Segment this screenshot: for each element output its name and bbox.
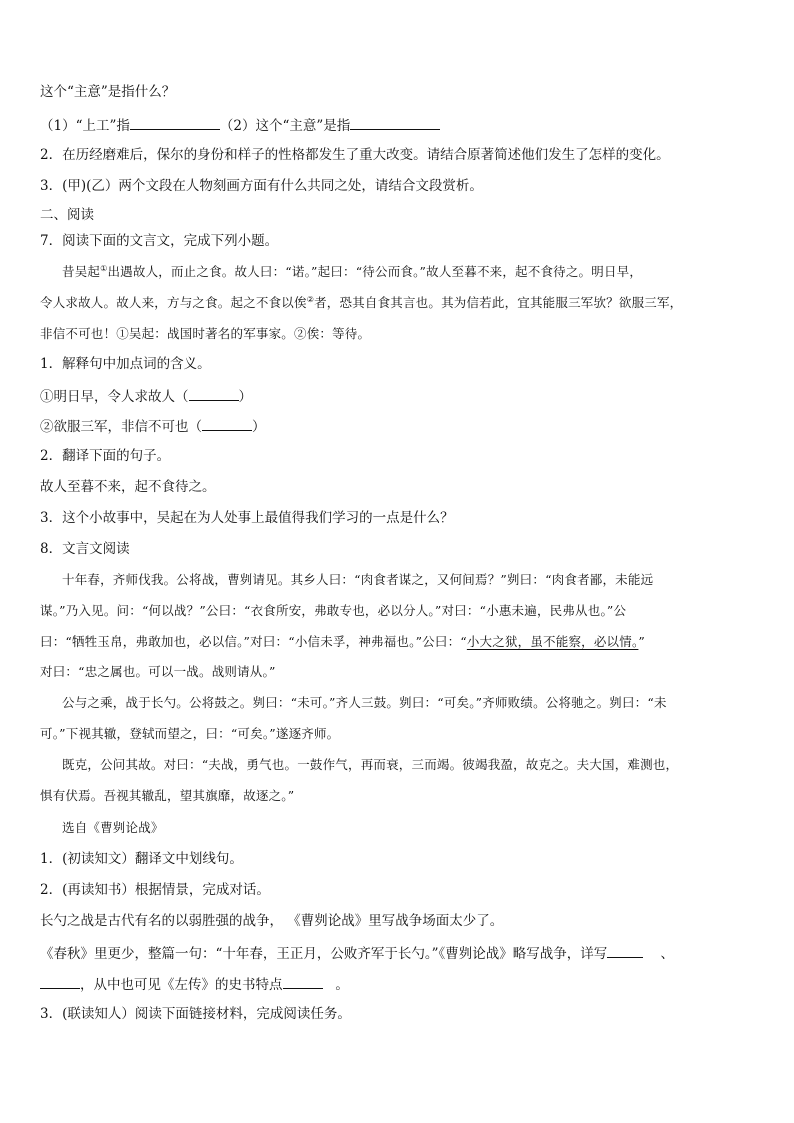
answer-blank[interactable] xyxy=(189,387,239,401)
question-text: ②欲服三军，非信不可也（ xyxy=(40,419,202,435)
passage-text: 者，恐其自食其言也。其为信若此，宜其能服三军欤？欲服三军， xyxy=(314,295,683,310)
question-text: 这个“主意”是指什么？ xyxy=(40,84,176,100)
fill-in-line xyxy=(40,975,349,993)
question-text: ，从中也可见《左传》的史书特点 xyxy=(80,977,283,993)
question-text: 《春秋》里更少，整篇一句：“十年春，王正月，公败齐军于长勺。”《曹刿论战》略写战争，详写 xyxy=(40,946,608,962)
answer-blank[interactable] xyxy=(350,116,440,130)
answer-blank[interactable] xyxy=(607,944,643,958)
answer-blank[interactable] xyxy=(283,975,323,989)
question-text: （2）这个“主意”是指 xyxy=(219,118,351,134)
question-text: 8．文言文阅读 xyxy=(40,541,130,557)
fill-in-line xyxy=(40,116,440,134)
question-text: 故人至暮不来，起不食待之。 xyxy=(40,479,216,495)
question-text: 3．这个小故事中，吴起在为人处事上最值得我们学习的一点是什么？ xyxy=(40,510,454,526)
passage-line: 非信不可也！①吴起：战国时著名的军事家。②俟：等待。 xyxy=(40,326,371,341)
answer-blank[interactable] xyxy=(202,417,252,431)
fill-in-line xyxy=(40,387,252,405)
passage-line: 可。”下视其辙，登轼而望之，曰：“可矣。”遂逐齐师。 xyxy=(40,726,340,741)
source-line: 选自《曹刿论战》 xyxy=(62,820,164,835)
passage-line: 对曰：“忠之属也。可以一战。战则请从。” xyxy=(40,664,276,679)
footnote-mark: ① xyxy=(100,263,108,273)
passage-line: 既克，公问其故。对曰：“夫战，勇气也。一鼓作气，再而衰，三而竭。彼竭我盈，故克之。夫大国，难测也， xyxy=(62,757,679,772)
passage-line xyxy=(62,264,642,280)
question-text: 。 xyxy=(335,977,349,993)
question-text: 1．解释句中加点词的含义。 xyxy=(40,356,211,372)
question-text: 3．(联读知人）阅读下面链接材料，完成阅读任务。 xyxy=(40,1006,351,1022)
question-text: 7．阅读下面的文言文，完成下列小题。 xyxy=(40,233,279,249)
passage-text: ” xyxy=(638,634,646,649)
passage-text: 昔吴起 xyxy=(62,264,101,279)
question-text: （1）“上工”指 xyxy=(40,118,130,134)
question-text: 2．翻译下面的句子。 xyxy=(40,448,171,464)
passage-line: 十年春，齐师伐我。公将战，曹刿请见。其乡人曰：“肉食者谋之，又何间焉？”刿曰：“肉食者鄙，未能远 xyxy=(62,572,654,587)
question-text: ） xyxy=(252,419,266,435)
passage-text: 出遇故人，而止之食。故人曰：“诺。”起曰：“待公而食。”故人至暮不来，起不食待之。明日早， xyxy=(107,264,643,279)
fill-in-line xyxy=(40,944,674,962)
question-text: 2．在历经磨难后，保尔的身份和样子的性格都发生了重大改变。请结合原著简述他们发生了怎样的变化。 xyxy=(40,147,670,163)
passage-line: 惧有伏焉。吾视其辙乱，望其旗靡，故逐之。” xyxy=(40,788,295,803)
passage-text: 令人求故人。故人来，方与之食。起之不食以俟 xyxy=(40,295,307,310)
passage-line: 公与之乘，战于长勺。公将鼓之。刿曰：“未可。”齐人三鼓。刿曰：“可矣。”齐师败绩。公将驰之。刿曰：“未 xyxy=(62,695,667,710)
question-text: 3．(甲)(乙）两个文段在人物刻画方面有什么共同之处，请结合文段赏析。 xyxy=(40,178,483,194)
section-heading: 二、阅读 xyxy=(40,207,94,223)
answer-blank[interactable] xyxy=(40,975,80,989)
underlined-sentence: 小大之狱，虽不能察，必以情。 xyxy=(466,634,639,649)
footnote-mark: ② xyxy=(306,294,315,304)
question-text: 长勺之战是古代有名的以弱胜强的战争， 《曹刿论战》里写战争场面太少了。 xyxy=(40,913,504,929)
passage-line xyxy=(40,634,645,650)
question-text: 2．(再读知书）根据情景，完成对话。 xyxy=(40,882,270,898)
passage-text: 曰：“牺牲玉帛，弗敢加也，必以信。”对曰：“小信未孚，神弗福也。”公曰：“ xyxy=(40,634,467,649)
passage-line xyxy=(40,295,682,311)
question-text: 、 xyxy=(660,946,674,962)
passage-line: 谋。”乃入见。问：“何以战？”公曰：“衣食所安，弗敢专也，必以分人。”对曰：“小惠未遍，民弗从也。”公 xyxy=(40,603,627,618)
fill-in-line xyxy=(40,417,266,435)
question-text: ） xyxy=(238,389,252,405)
question-text: 1．(初读知文）翻译文中划线句。 xyxy=(40,851,243,867)
question-text: ①明日早，令人求故人（ xyxy=(40,389,189,405)
answer-blank[interactable] xyxy=(130,116,220,130)
